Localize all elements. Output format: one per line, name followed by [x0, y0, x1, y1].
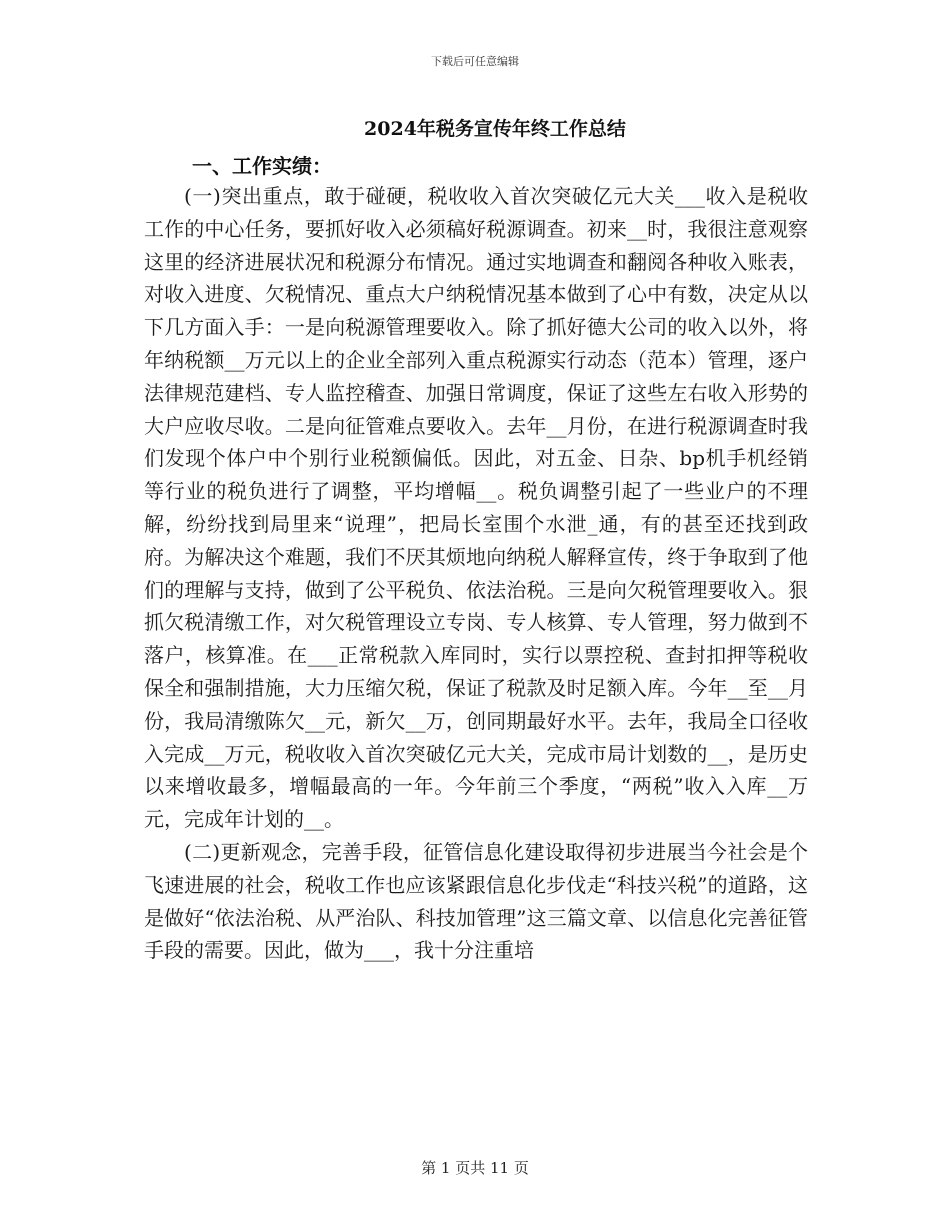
document-title: 2024年税务宣传年终工作总结: [364, 118, 626, 140]
section-heading: 一、工作实绩：: [192, 154, 332, 178]
header-note: 下载后可任意编辑: [431, 55, 519, 68]
paragraph-2: (二)更新观念，完善手段，征管信息化建设取得初步进展当今社会是个飞速进展的社会，税收工作也应该紧跟信息化步伐走“科技兴税”的道路，这是做好“依法治税、从严治队、科技加管理”这三篇文章、以信息化完善征管手段的需要。因此，做为___，我十分注重培: [144, 839, 808, 963]
document-body: [144, 180, 808, 967]
page-indicator: 第 1 页共 11 页: [421, 1159, 529, 1177]
paragraph-1: (一)突出重点，敢于碰硬，税收收入首次突破亿元大关___收入是税收工作的中心任务，要抓好收入必须稿好税源调查。初来__时，我很注意观察这里的经济进展状况和税源分布情况。通过实地调查和翻阅各种收入账表，对收入进度、欠税情况、重点大户纳税情况基本做到了心中有数，决定从以下几方面入手：一是向税源管理要收入。除了抓好德大公司的收入以外，将年纳税额__万元以上的企业全部列入重点税源实行动态（范本）管理，逐户法律规范建档、专人监控稽查、加强日常调度，保证了这些左右收入形势的大户应收尽收。二是向征管难点要收入。去年__月份，在进行税源调查时我们发现个体户中个别行业税额偏低。因此，对五金、日杂、bp机手机经销等行业的税负进行了调整，平均增幅__。税负调整引起了一些业户的不理解，纷纷找到局里来“说理”，把局长室围个水泄_通，有的甚至还找到政府。为解决这个难题，我们不厌其烦地向纳税人解释宣传，终于争取到了他们的理解与支持，做到了公平税负、依法治税。三是向欠税管理要收入。狠抓欠税清缴工作，对欠税管理设立专岗、专人核算、专人管理，努力做到不落户，核算准。在___正常税款入库同时，实行以票控税、查封扣押等税收保全和强制措施，大力压缩欠税，保证了税款及时足额入库。今年__至__月份，我局清缴陈欠__元，新欠__万，创同期最好水平。去年，我局全口径收入完成__万元，税收收入首次突破亿元大关，完成市局计划数的__，是历史以来增收最多，增幅最高的一年。今年前三个季度，“两税”收入入库__万元，完成年计划的__。: [144, 184, 808, 832]
